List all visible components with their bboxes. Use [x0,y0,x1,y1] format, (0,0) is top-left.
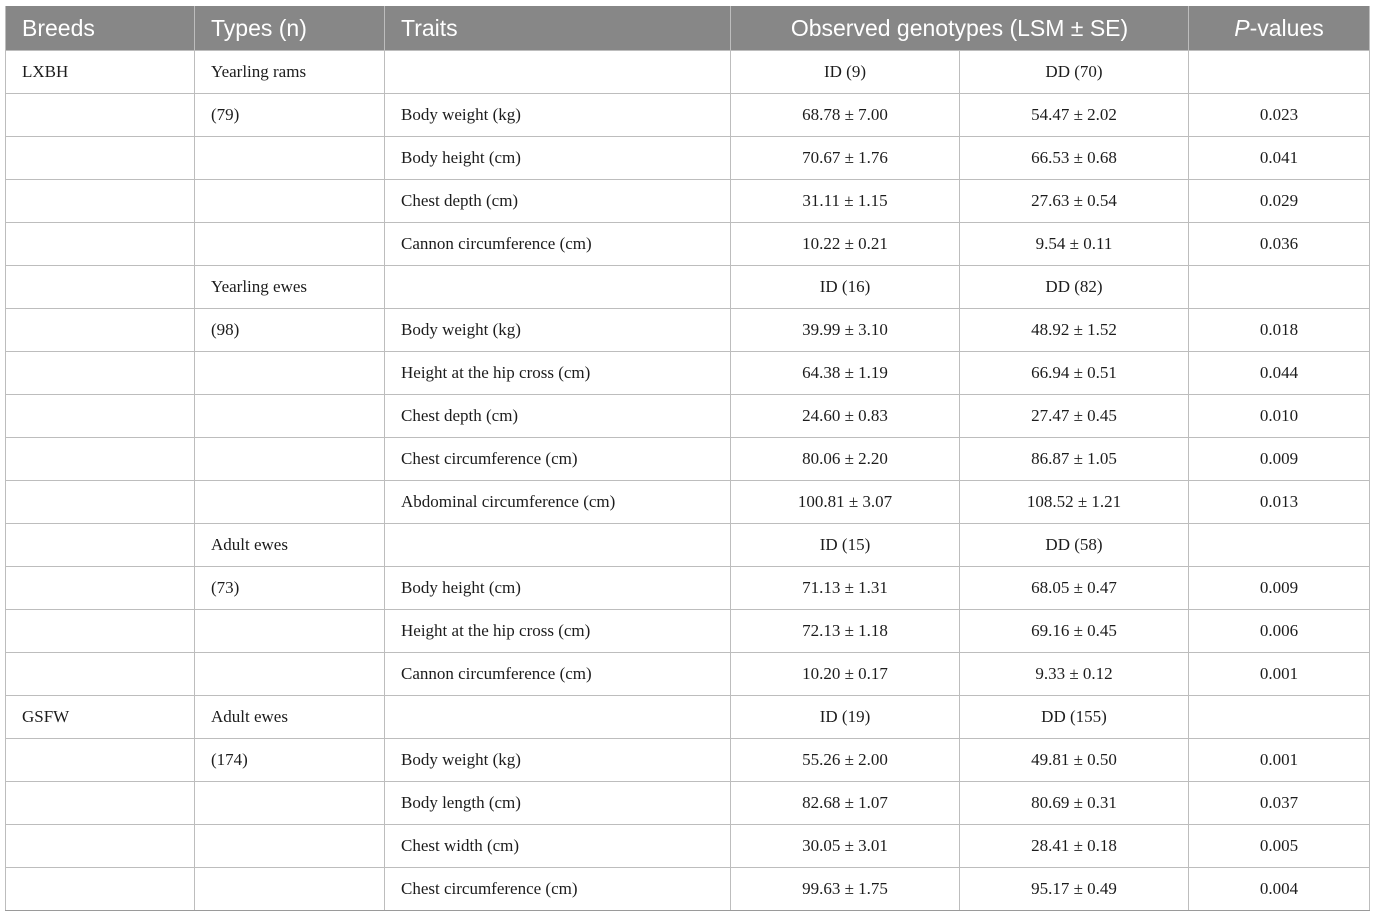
breed-cell [6,395,195,438]
type-cell [195,610,385,653]
table-body [6,51,1370,911]
id-genotype-cell: 30.05 ± 3.01 [731,825,960,868]
breed-cell: GSFW [6,696,195,739]
id-genotype-cell: 99.63 ± 1.75 [731,868,960,911]
header-traits: Traits [385,6,731,51]
p-value-cell: 0.006 [1189,610,1370,653]
id-genotype-cell: 100.81 ± 3.07 [731,481,960,524]
trait-cell [385,51,731,94]
breed-cell [6,180,195,223]
header-breeds: Breeds [6,6,195,51]
table-row [6,223,1370,266]
p-value-cell: 0.036 [1189,223,1370,266]
breed-cell [6,524,195,567]
p-value-cell: 0.013 [1189,481,1370,524]
trait-cell: Cannon circumference (cm) [385,223,731,266]
type-cell [195,782,385,825]
table-row [6,352,1370,395]
dd-genotype-cell: 48.92 ± 1.52 [960,309,1189,352]
id-genotype-cell: ID (15) [731,524,960,567]
trait-cell: Chest width (cm) [385,825,731,868]
header-observed-genotypes: Observed genotypes (LSM ± SE) [731,6,1189,51]
dd-genotype-cell: 68.05 ± 0.47 [960,567,1189,610]
table-row [6,610,1370,653]
dd-genotype-cell: DD (155) [960,696,1189,739]
table-row [6,739,1370,782]
table-header [6,6,1370,51]
id-genotype-cell: 31.11 ± 1.15 [731,180,960,223]
trait-cell: Body height (cm) [385,137,731,180]
p-value-cell: 0.029 [1189,180,1370,223]
breed-cell [6,438,195,481]
p-value-cell: 0.018 [1189,309,1370,352]
breed-cell [6,266,195,309]
id-genotype-cell: 82.68 ± 1.07 [731,782,960,825]
table-row [6,696,1370,739]
table-row [6,782,1370,825]
trait-cell: Cannon circumference (cm) [385,653,731,696]
dd-genotype-cell: 69.16 ± 0.45 [960,610,1189,653]
type-cell [195,438,385,481]
trait-cell: Body weight (kg) [385,739,731,782]
dd-genotype-cell: 95.17 ± 0.49 [960,868,1189,911]
trait-cell [385,696,731,739]
id-genotype-cell: 39.99 ± 3.10 [731,309,960,352]
type-cell: (73) [195,567,385,610]
trait-cell: Height at the hip cross (cm) [385,610,731,653]
trait-cell: Chest depth (cm) [385,180,731,223]
dd-genotype-cell: DD (58) [960,524,1189,567]
genotype-traits-table [5,6,1370,911]
table-row [6,868,1370,911]
id-genotype-cell: ID (16) [731,266,960,309]
p-value-cell [1189,51,1370,94]
dd-genotype-cell: 28.41 ± 0.18 [960,825,1189,868]
dd-genotype-cell: 108.52 ± 1.21 [960,481,1189,524]
dd-genotype-cell: 27.47 ± 0.45 [960,395,1189,438]
p-value-cell: 0.004 [1189,868,1370,911]
breed-cell [6,309,195,352]
type-cell [195,395,385,438]
trait-cell: Chest depth (cm) [385,395,731,438]
table-row [6,567,1370,610]
trait-cell: Body weight (kg) [385,309,731,352]
type-cell [195,137,385,180]
p-value-cell [1189,524,1370,567]
p-value-cell: 0.010 [1189,395,1370,438]
trait-cell: Body weight (kg) [385,94,731,137]
header-row [6,6,1370,51]
breed-cell [6,782,195,825]
table-row [6,438,1370,481]
table-row [6,395,1370,438]
breed-cell [6,94,195,137]
p-value-cell: 0.001 [1189,653,1370,696]
dd-genotype-cell: 49.81 ± 0.50 [960,739,1189,782]
table-row [6,137,1370,180]
table-row [6,653,1370,696]
id-genotype-cell: 64.38 ± 1.19 [731,352,960,395]
dd-genotype-cell: 66.53 ± 0.68 [960,137,1189,180]
breed-cell [6,567,195,610]
breed-cell: LXBH [6,51,195,94]
type-cell: (174) [195,739,385,782]
header-p-rest: -values [1249,14,1324,41]
id-genotype-cell: ID (9) [731,51,960,94]
dd-genotype-cell: 9.54 ± 0.11 [960,223,1189,266]
dd-genotype-cell: 27.63 ± 0.54 [960,180,1189,223]
type-cell [195,352,385,395]
dd-genotype-cell: DD (82) [960,266,1189,309]
p-value-cell: 0.044 [1189,352,1370,395]
type-cell [195,223,385,266]
id-genotype-cell: 71.13 ± 1.31 [731,567,960,610]
breed-cell [6,223,195,266]
dd-genotype-cell: DD (70) [960,51,1189,94]
table-row [6,180,1370,223]
trait-cell: Chest circumference (cm) [385,868,731,911]
table-row [6,481,1370,524]
table-row [6,51,1370,94]
breed-cell [6,481,195,524]
type-cell [195,653,385,696]
p-value-cell: 0.001 [1189,739,1370,782]
dd-genotype-cell: 86.87 ± 1.05 [960,438,1189,481]
table-row [6,825,1370,868]
table-row [6,524,1370,567]
trait-cell: Body length (cm) [385,782,731,825]
breed-cell [6,868,195,911]
id-genotype-cell: 24.60 ± 0.83 [731,395,960,438]
header-p-values [1189,6,1370,51]
type-cell [195,481,385,524]
id-genotype-cell: 70.67 ± 1.76 [731,137,960,180]
p-value-cell: 0.041 [1189,137,1370,180]
header-p-italic: P [1234,14,1250,41]
type-cell: Yearling ewes [195,266,385,309]
trait-cell [385,524,731,567]
table-row [6,309,1370,352]
type-cell: Adult ewes [195,696,385,739]
breed-cell [6,352,195,395]
table-row [6,94,1370,137]
dd-genotype-cell: 9.33 ± 0.12 [960,653,1189,696]
breed-cell [6,610,195,653]
breed-cell [6,653,195,696]
type-cell: (79) [195,94,385,137]
p-value-cell: 0.009 [1189,567,1370,610]
table-row [6,266,1370,309]
type-cell [195,180,385,223]
p-value-cell [1189,266,1370,309]
type-cell: Yearling rams [195,51,385,94]
id-genotype-cell: 55.26 ± 2.00 [731,739,960,782]
dd-genotype-cell: 80.69 ± 0.31 [960,782,1189,825]
type-cell: Adult ewes [195,524,385,567]
trait-cell: Body height (cm) [385,567,731,610]
p-value-cell [1189,696,1370,739]
id-genotype-cell: 10.20 ± 0.17 [731,653,960,696]
p-value-cell: 0.023 [1189,94,1370,137]
trait-cell [385,266,731,309]
p-value-cell: 0.037 [1189,782,1370,825]
type-cell [195,868,385,911]
trait-cell: Height at the hip cross (cm) [385,352,731,395]
trait-cell: Chest circumference (cm) [385,438,731,481]
type-cell [195,825,385,868]
p-value-cell: 0.009 [1189,438,1370,481]
id-genotype-cell: 68.78 ± 7.00 [731,94,960,137]
id-genotype-cell: 10.22 ± 0.21 [731,223,960,266]
id-genotype-cell: ID (19) [731,696,960,739]
breed-cell [6,137,195,180]
header-types: Types (n) [195,6,385,51]
breed-cell [6,825,195,868]
id-genotype-cell: 80.06 ± 2.20 [731,438,960,481]
dd-genotype-cell: 66.94 ± 0.51 [960,352,1189,395]
dd-genotype-cell: 54.47 ± 2.02 [960,94,1189,137]
breed-cell [6,739,195,782]
p-value-cell: 0.005 [1189,825,1370,868]
type-cell: (98) [195,309,385,352]
id-genotype-cell: 72.13 ± 1.18 [731,610,960,653]
trait-cell: Abdominal circumference (cm) [385,481,731,524]
